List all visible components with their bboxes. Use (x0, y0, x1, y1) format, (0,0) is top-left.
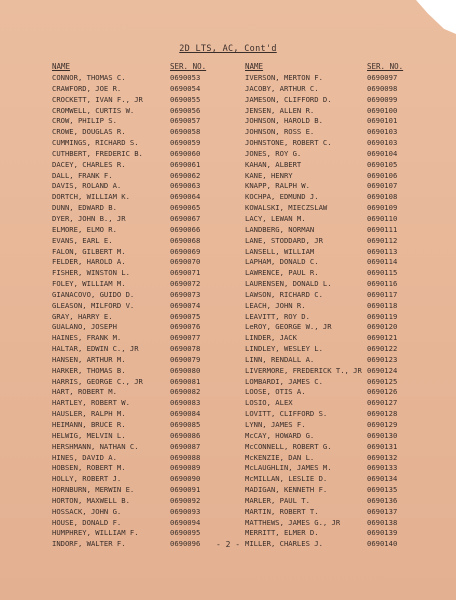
cell-name-left: HARRIS, GEORGE C., JR (52, 376, 143, 386)
cell-ser-right: 0690110 (367, 213, 398, 223)
cell-ser-right: 0690120 (367, 322, 398, 332)
table-row (52, 398, 414, 409)
cell-ser-right: 0690132 (367, 452, 398, 462)
cell-ser-right: 0690133 (367, 463, 398, 473)
cell-ser-left: 0690069 (170, 246, 201, 256)
cell-ser-left: 0690076 (170, 322, 201, 332)
cell-ser-left: 0690092 (170, 495, 201, 505)
table-row (52, 507, 414, 518)
cell-name-right: LeROY, GEORGE W., JR (245, 322, 332, 332)
cell-ser-left: 0690083 (170, 398, 201, 408)
cell-name-right: LAWRENCE, PAUL R. (245, 268, 319, 278)
table-row (52, 203, 414, 214)
cell-ser-left: 0690061 (170, 159, 201, 169)
cell-name-left: HAINES, FRANK M. (52, 333, 122, 343)
cell-ser-left: 0690086 (170, 430, 201, 440)
table-row (52, 181, 414, 192)
table-row (52, 387, 414, 398)
table-row (52, 518, 414, 529)
cell-ser-left: 0690091 (170, 485, 201, 495)
table-row (52, 366, 414, 377)
cell-ser-left: 0690084 (170, 409, 201, 419)
cell-name-right: LACY, LEWAN M. (245, 213, 306, 223)
cell-ser-right: 0690128 (367, 409, 398, 419)
cell-ser-right: 0690103 (367, 138, 398, 148)
cell-name-left: HELWIG, MELVIN L. (52, 430, 126, 440)
cell-name-right: McMILLAN, LESLIE D. (245, 474, 328, 484)
cell-name-right: LINDLEY, WESLEY L. (245, 344, 323, 354)
cell-name-left: INDORF, WALTER F. (52, 539, 126, 549)
cell-ser-left: 0690073 (170, 289, 201, 299)
table-row (52, 268, 414, 279)
cell-ser-left: 0690075 (170, 311, 201, 321)
cell-name-right: LAPHAM, DONALD C. (245, 257, 319, 267)
cell-name-right: LOMBARDI, JAMES C. (245, 376, 323, 386)
cell-ser-right: 0690124 (367, 365, 398, 375)
cell-name-left: HART, ROBERT M. (52, 387, 117, 397)
cell-name-right: JAMESON, CLIFFORD D. (245, 94, 332, 104)
table-row (52, 138, 414, 149)
cell-name-right: LINDER, JACK (245, 333, 297, 343)
table-row (52, 312, 414, 323)
cell-name-right: LAURENSEN, DONALD L. (245, 279, 332, 289)
table-row (52, 214, 414, 225)
cell-ser-right: 0690117 (367, 289, 398, 299)
cell-name-right: JOHNSTONE, ROBERT C. (245, 138, 332, 148)
cell-ser-left: 0690056 (170, 105, 201, 115)
cell-name-left: FALON, GILBERT M. (52, 246, 126, 256)
table-row (52, 463, 414, 474)
cell-ser-right: 0690107 (367, 181, 398, 191)
cell-name-right: LEAVITT, ROY D. (245, 311, 310, 321)
cell-name-left: GIANACOVO, GUIDO D. (52, 289, 135, 299)
table-row (52, 84, 414, 95)
table-row (52, 160, 414, 171)
table-row (52, 409, 414, 420)
cell-ser-left: 0690054 (170, 83, 201, 93)
cell-ser-right: 0690113 (367, 246, 398, 256)
cell-name-right: McCONNELL, ROBERT G. (245, 441, 332, 451)
cell-ser-left: 0690060 (170, 148, 201, 158)
cell-name-right: JOHNSON, HAROLD B. (245, 116, 323, 126)
cell-name-left: HAUSLER, RALPH M. (52, 409, 126, 419)
cell-name-left: HARTLEY, ROBERT W. (52, 398, 130, 408)
cell-ser-right: 0690108 (367, 192, 398, 202)
header-name-left: NAME (52, 62, 71, 71)
table-row (52, 192, 414, 203)
cell-name-left: DAVIS, ROLAND A. (52, 181, 122, 191)
cell-ser-right: 0690136 (367, 495, 398, 505)
cell-name-right: McLAUGHLIN, JAMES M. (245, 463, 332, 473)
header-ser-right: SER. NO. (367, 62, 404, 71)
cell-name-left: DYER, JOHN B., JR (52, 213, 126, 223)
table-row (52, 344, 414, 355)
cell-ser-left: 0690095 (170, 528, 201, 538)
table-row (52, 149, 414, 160)
table-row (52, 333, 414, 344)
cell-name-right: KOCHPA, EDMUND J. (245, 192, 319, 202)
cell-name-left: GUALANO, JOSEPH (52, 322, 117, 332)
table-row (52, 496, 414, 507)
cell-name-left: HEIMANN, BRUCE R. (52, 420, 126, 429)
table-row (52, 485, 414, 496)
cell-ser-right: 0690129 (367, 420, 398, 429)
cell-ser-right: 0690139 (367, 528, 398, 538)
cell-ser-left: 0690057 (170, 116, 201, 126)
cell-name-right: LOSIO, ALEX (245, 398, 293, 408)
cell-name-left: CROW, PHILIP S. (52, 116, 117, 126)
cell-ser-right: 0690135 (367, 485, 398, 495)
cell-ser-right: 0690122 (367, 344, 398, 354)
cell-ser-right: 0690104 (367, 148, 398, 158)
cell-ser-left: 0690058 (170, 127, 201, 137)
cell-ser-left: 0690085 (170, 420, 201, 429)
cell-name-left: DORTCH, WILLIAM K. (52, 192, 130, 202)
table-row (52, 225, 414, 236)
cell-ser-left: 0690063 (170, 181, 201, 191)
table-row (52, 528, 414, 539)
cell-ser-right: 0690115 (367, 268, 398, 278)
cell-name-left: HANSEN, ARTHUR M. (52, 354, 126, 364)
cell-name-left: HUMPHREY, WILLIAM F. (52, 528, 139, 538)
table-row (52, 355, 414, 366)
table-row (52, 474, 414, 485)
cell-ser-right: 0690106 (367, 170, 398, 180)
page-number: - 2 - (215, 540, 241, 549)
table-row (52, 106, 414, 117)
cell-name-left: HOLLY, ROBERT J. (52, 474, 122, 484)
cell-ser-left: 0690070 (170, 257, 201, 267)
header-ser-left: SER. NO. (170, 62, 207, 71)
cell-name-left: DALL, FRANK F. (52, 170, 113, 180)
cell-ser-right: 0690109 (367, 203, 398, 213)
cell-ser-right: 0690140 (367, 539, 398, 549)
cell-ser-right: 0690112 (367, 235, 398, 245)
table-row (52, 247, 414, 258)
cell-ser-right: 0690123 (367, 354, 398, 364)
cell-ser-left: 0690080 (170, 365, 201, 375)
cell-name-left: HOUSE, DONALD F. (52, 517, 122, 527)
cell-name-right: LANE, STODDARD, JR (245, 235, 323, 245)
cell-name-right: LYNN, JAMES F. (245, 420, 306, 429)
cell-name-left: HALTAR, EDWIN C., JR (52, 344, 139, 354)
cell-name-right: JENSEN, ALLEN R. (245, 105, 315, 115)
cell-name-left: GRAY, HARRY E. (52, 311, 113, 321)
cell-ser-right: 0690138 (367, 517, 398, 527)
cell-name-left: DACEY, CHARLES R. (52, 159, 126, 169)
cell-name-left: CONNOR, THOMAS C. (52, 73, 126, 82)
cell-ser-right: 0690131 (367, 441, 398, 451)
cell-name-left: HOSSACK, JOHN G. (52, 506, 122, 516)
cell-name-left: CUMMINGS, RICHARD S. (52, 138, 139, 148)
table-row (52, 279, 414, 290)
cell-name-right: MILLER, CHARLES J. (245, 539, 323, 549)
cell-name-left: ELMORE, ELMO R. (52, 224, 117, 234)
cell-name-right: LIVERMORE, FREDERICK T., JR (245, 365, 362, 375)
table-row (52, 322, 414, 333)
cell-ser-left: 0690062 (170, 170, 201, 180)
cell-ser-left: 0690078 (170, 344, 201, 354)
cell-ser-left: 0690081 (170, 376, 201, 386)
cell-name-left: CROCKETT, IVAN F., JR (52, 94, 143, 104)
cell-name-right: MATTHEWS, JAMES G., JR (245, 517, 341, 527)
table-row (52, 301, 414, 312)
table-row (52, 431, 414, 442)
cell-name-left: FOLEY, WILLIAM M. (52, 279, 126, 289)
cell-name-right: JONES, ROY G. (245, 148, 302, 158)
cell-ser-left: 0690089 (170, 463, 201, 473)
cell-ser-right: 0690114 (367, 257, 398, 267)
cell-name-right: LEACH, JOHN R. (245, 300, 306, 310)
cell-name-right: McCAY, HOWARD G. (245, 430, 315, 440)
cell-ser-right: 0690119 (367, 311, 398, 321)
cell-name-right: JACOBY, ARTHUR C. (245, 83, 319, 93)
cell-name-left: CROMWELL, CURTIS W. (52, 105, 135, 115)
cell-name-left: CROWE, DOUGLAS R. (52, 127, 126, 137)
cell-name-right: KAHAN, ALBERT (245, 159, 302, 169)
table-row (52, 73, 414, 84)
table-row (52, 377, 414, 388)
cell-name-left: HERSHMANN, NATHAN C. (52, 441, 139, 451)
cell-ser-right: 0690118 (367, 300, 398, 310)
cell-ser-right: 0690099 (367, 94, 398, 104)
cell-name-left: GLEASON, MILFORD V. (52, 300, 135, 310)
cell-ser-right: 0690098 (367, 83, 398, 93)
cell-ser-left: 0690067 (170, 213, 201, 223)
cell-name-right: MADIGAN, KENNETH F. (245, 485, 328, 495)
cell-name-left: CRAWFORD, JOE R. (52, 83, 122, 93)
cell-ser-right: 0690097 (367, 73, 398, 82)
cell-ser-right: 0690111 (367, 224, 398, 234)
cell-ser-right: 0690134 (367, 474, 398, 484)
cell-ser-left: 0690096 (170, 539, 201, 549)
cell-ser-right: 0690100 (367, 105, 398, 115)
header-name-right: NAME (245, 62, 264, 71)
cell-name-right: LOVITT, CLIFFORD S. (245, 409, 328, 419)
cell-name-right: MARTIN, ROBERT T. (245, 506, 319, 516)
table-row (52, 171, 414, 182)
cell-ser-right: 0690121 (367, 333, 398, 343)
cell-ser-right: 0690127 (367, 398, 398, 408)
cell-ser-left: 0690079 (170, 354, 201, 364)
table-row (52, 95, 414, 106)
page-heading: 2D LTS, AC, Cont'd (179, 44, 277, 54)
cell-name-right: KNAPP, RALPH W. (245, 181, 310, 191)
cell-name-right: LAWSON, RICHARD C. (245, 289, 323, 299)
cell-ser-right: 0690105 (367, 159, 398, 169)
cell-ser-right: 0690103 (367, 127, 398, 137)
table-row (52, 236, 414, 247)
cell-name-right: KOWALSKI, MIECZSLAW (245, 203, 328, 213)
cell-name-left: HORTON, MAXWELL B. (52, 495, 130, 505)
cell-name-right: MERRITT, ELMER D. (245, 528, 319, 538)
torn-corner (416, 0, 456, 34)
cell-ser-left: 0690053 (170, 73, 201, 82)
roster-table (52, 62, 414, 550)
table-row (52, 442, 414, 453)
cell-ser-right: 0690125 (367, 376, 398, 386)
cell-name-left: HORNBURN, MERWIN E. (52, 485, 135, 495)
cell-ser-right: 0690116 (367, 279, 398, 289)
table-row (52, 420, 414, 431)
column-header-row (52, 62, 414, 73)
cell-ser-left: 0690082 (170, 387, 201, 397)
table-row (52, 116, 414, 127)
cell-name-left: FELDER, HAROLD A. (52, 257, 126, 267)
cell-name-left: EVANS, EARL E. (52, 235, 113, 245)
cell-ser-left: 0690074 (170, 300, 201, 310)
cell-ser-left: 0690066 (170, 224, 201, 234)
cell-name-right: LANSELL, WILLIAM (245, 246, 315, 256)
cell-name-left: DUNN, EDWARD B. (52, 203, 117, 213)
cell-name-right: McKENZIE, DAN L. (245, 452, 315, 462)
cell-ser-left: 0690093 (170, 506, 201, 516)
cell-ser-left: 0690068 (170, 235, 201, 245)
cell-ser-right: 0690101 (367, 116, 398, 126)
cell-name-right: LOOSE, OTIS A. (245, 387, 306, 397)
cell-ser-left: 0690088 (170, 452, 201, 462)
cell-ser-left: 0690094 (170, 517, 201, 527)
cell-name-right: LINN, RENDALL A. (245, 354, 315, 364)
cell-name-right: IVERSON, MERTON F. (245, 73, 323, 82)
cell-ser-left: 0690071 (170, 268, 201, 278)
cell-name-right: JOHNSON, ROSS E. (245, 127, 315, 137)
roster-rows (52, 73, 414, 550)
cell-ser-right: 0690137 (367, 506, 398, 516)
table-row (52, 257, 414, 268)
cell-ser-left: 0690077 (170, 333, 201, 343)
cell-ser-left: 0690065 (170, 203, 201, 213)
cell-name-left: FISHER, WINSTON L. (52, 268, 130, 278)
cell-ser-left: 0690064 (170, 192, 201, 202)
cell-ser-right: 0690130 (367, 430, 398, 440)
cell-ser-right: 0690126 (367, 387, 398, 397)
cell-name-left: HINES, DAVID A. (52, 452, 117, 462)
cell-ser-left: 0690072 (170, 279, 201, 289)
cell-ser-left: 0690090 (170, 474, 201, 484)
cell-ser-left: 0690059 (170, 138, 201, 148)
cell-ser-left: 0690087 (170, 441, 201, 451)
cell-ser-left: 0690055 (170, 94, 201, 104)
table-row (52, 127, 414, 138)
table-row (52, 453, 414, 464)
cell-name-left: CUTHBERT, FREDERIC B. (52, 148, 143, 158)
table-row (52, 290, 414, 301)
cell-name-right: MARLER, PAUL T. (245, 495, 310, 505)
cell-name-right: KANE, HENRY (245, 170, 293, 180)
cell-name-right: LANDBERG, NORMAN (245, 224, 315, 234)
cell-name-left: HARKER, THOMAS B. (52, 365, 126, 375)
cell-name-left: HOBSEN, ROBERT M. (52, 463, 126, 473)
